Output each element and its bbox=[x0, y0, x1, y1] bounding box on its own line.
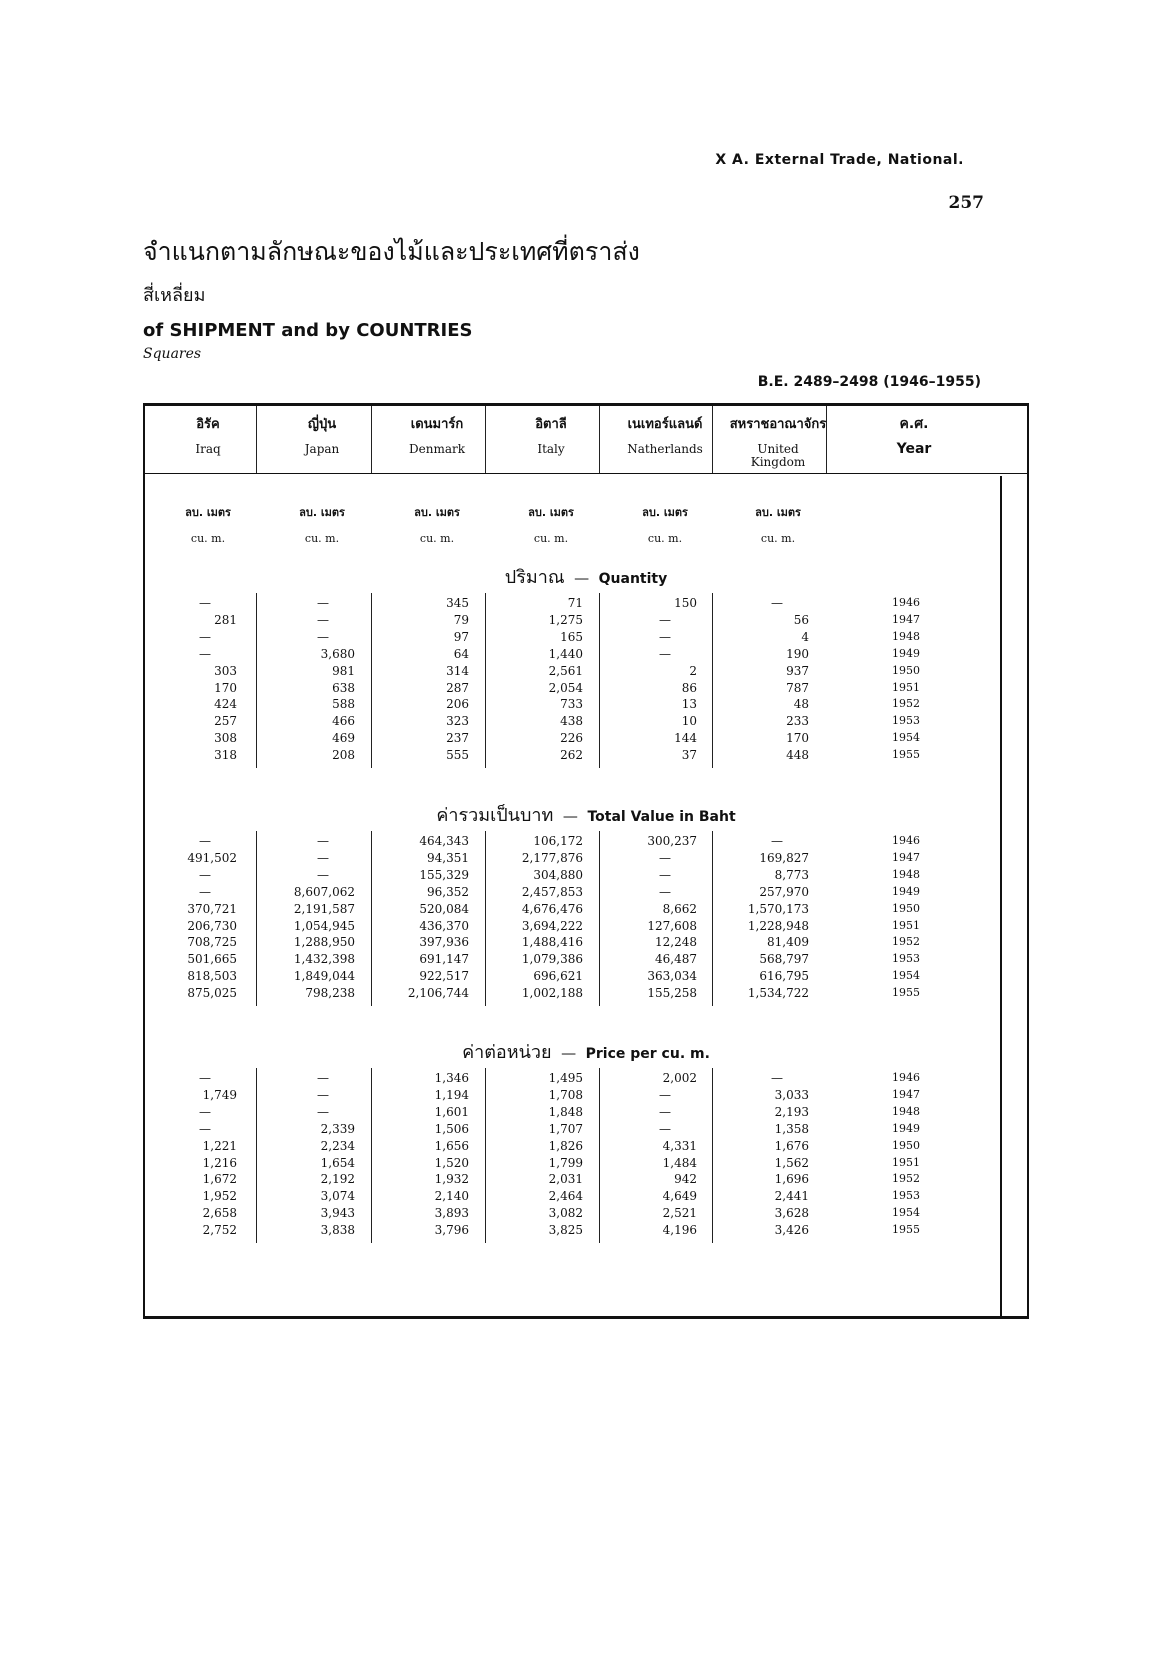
value-cell: — bbox=[659, 1087, 671, 1102]
value-cell: 397,936 bbox=[419, 935, 469, 950]
year-cell: 1950 bbox=[892, 901, 920, 915]
value-cell: 3,426 bbox=[774, 1223, 809, 1238]
value-cell: — bbox=[199, 867, 211, 882]
table-row bbox=[143, 1122, 1029, 1139]
table-row bbox=[143, 834, 1029, 851]
value-cell: 8,607,062 bbox=[293, 884, 355, 899]
value-cell: 1,228,948 bbox=[747, 918, 809, 933]
year-cell: 1951 bbox=[892, 1155, 920, 1169]
section-title-thai: ค่าต่อหน่วย bbox=[462, 1042, 552, 1063]
value-cell: 345 bbox=[446, 596, 469, 610]
year-cell: 1949 bbox=[892, 884, 920, 898]
value-cell: — bbox=[199, 629, 211, 644]
value-cell: 1,654 bbox=[320, 1155, 355, 1170]
table-row bbox=[143, 902, 1029, 919]
value-cell: 1,570,173 bbox=[747, 901, 809, 916]
section-title-dash: — bbox=[551, 1044, 586, 1062]
value-cell: 2,140 bbox=[434, 1189, 469, 1204]
value-cell: — bbox=[659, 884, 671, 899]
value-cell: 10 bbox=[681, 714, 697, 729]
value-cell: 3,796 bbox=[434, 1223, 469, 1238]
table-row bbox=[143, 1105, 1029, 1122]
value-cell: 190 bbox=[786, 646, 809, 661]
section-title-english: Total Value in Baht bbox=[587, 809, 736, 825]
year-cell: 1955 bbox=[892, 986, 920, 1000]
value-cell: 287 bbox=[446, 680, 469, 695]
value-cell: 1,601 bbox=[434, 1104, 469, 1119]
value-cell: 12,248 bbox=[655, 935, 697, 950]
value-cell: 127,608 bbox=[647, 918, 697, 933]
value-cell: 46,487 bbox=[655, 952, 697, 967]
value-cell: 1,440 bbox=[548, 646, 583, 661]
page-number: 257 bbox=[948, 193, 984, 213]
value-cell: 1,358 bbox=[774, 1121, 809, 1136]
column-header-thai: อิตาลี bbox=[535, 417, 567, 432]
column-header-thai: เนเทอร์แลนด์ bbox=[627, 417, 703, 432]
value-cell: 208 bbox=[332, 748, 355, 763]
value-cell: 150 bbox=[674, 596, 697, 610]
value-cell: — bbox=[659, 1104, 671, 1119]
year-cell: 1947 bbox=[892, 850, 920, 864]
year-cell: 1955 bbox=[892, 748, 920, 762]
column-header-thai: ค.ศ. bbox=[899, 416, 929, 432]
value-cell: — bbox=[199, 1121, 211, 1136]
table-row bbox=[143, 697, 1029, 714]
value-cell: 303 bbox=[214, 663, 237, 678]
value-cell: 304,880 bbox=[533, 867, 583, 882]
year-cell: 1948 bbox=[892, 1104, 920, 1118]
year-cell: 1954 bbox=[892, 1206, 920, 1220]
value-cell: 501,665 bbox=[187, 952, 237, 967]
value-cell: 2,561 bbox=[548, 663, 583, 678]
value-cell: 981 bbox=[332, 663, 355, 678]
value-cell: 37 bbox=[681, 748, 697, 763]
value-cell: 1,696 bbox=[774, 1172, 809, 1187]
value-cell: 2,521 bbox=[662, 1206, 697, 1221]
value-cell: 308 bbox=[214, 731, 237, 746]
unit-label-english: cu. m. bbox=[190, 532, 226, 545]
table-row bbox=[143, 596, 1029, 613]
value-cell: 2,031 bbox=[548, 1172, 583, 1187]
table-row bbox=[143, 969, 1029, 986]
value-cell: 144 bbox=[674, 731, 697, 746]
value-cell: 8,662 bbox=[662, 901, 697, 916]
value-cell: — bbox=[317, 596, 329, 610]
table-row bbox=[143, 748, 1029, 765]
table-row bbox=[143, 1139, 1029, 1156]
year-cell: 1953 bbox=[892, 1189, 920, 1203]
value-cell: 2,658 bbox=[202, 1206, 237, 1221]
value-cell: 3,893 bbox=[434, 1206, 469, 1221]
value-cell: 818,503 bbox=[187, 969, 237, 984]
unit-label-english: cu. m. bbox=[304, 532, 340, 545]
value-cell: — bbox=[199, 884, 211, 899]
table-row bbox=[143, 1223, 1029, 1240]
header-divider bbox=[143, 473, 1029, 474]
value-cell: — bbox=[659, 850, 671, 865]
value-cell: 3,628 bbox=[774, 1206, 809, 1221]
value-cell: 1,749 bbox=[202, 1087, 237, 1102]
value-cell: — bbox=[317, 867, 329, 882]
value-cell: 370,721 bbox=[187, 901, 237, 916]
year-cell: 1950 bbox=[892, 1138, 920, 1152]
value-cell: 3,694,222 bbox=[521, 918, 583, 933]
section-title-thai: ปริมาณ bbox=[504, 567, 565, 588]
table-row bbox=[143, 1088, 1029, 1105]
value-cell: — bbox=[317, 612, 329, 627]
year-cell: 1954 bbox=[892, 969, 920, 983]
year-cell: 1947 bbox=[892, 612, 920, 626]
value-cell: 1,194 bbox=[434, 1087, 469, 1102]
value-cell: — bbox=[317, 629, 329, 644]
value-cell: 2,339 bbox=[320, 1121, 355, 1136]
value-cell: 466 bbox=[332, 714, 355, 729]
value-cell: 1,799 bbox=[548, 1155, 583, 1170]
value-cell: 2 bbox=[689, 663, 697, 678]
unit-label-thai: ลบ. เมตร bbox=[414, 506, 460, 519]
value-cell: 1,079,386 bbox=[521, 952, 583, 967]
column-header-english: Italy bbox=[537, 442, 565, 456]
value-cell: 942 bbox=[674, 1172, 697, 1187]
column-header-english: Denmark bbox=[409, 442, 465, 456]
year-cell: 1953 bbox=[892, 714, 920, 728]
value-cell: 4 bbox=[801, 629, 809, 644]
value-cell: — bbox=[659, 612, 671, 627]
table-row bbox=[143, 1189, 1029, 1206]
unit-label-english: cu. m. bbox=[760, 532, 796, 545]
year-cell: 1949 bbox=[892, 646, 920, 660]
value-cell: 464,343 bbox=[419, 834, 469, 848]
column-header-english: Year bbox=[896, 441, 932, 457]
value-cell: 436,370 bbox=[419, 918, 469, 933]
table-row bbox=[143, 919, 1029, 936]
value-cell: 1,952 bbox=[202, 1189, 237, 1204]
value-cell: 2,191,587 bbox=[293, 901, 355, 916]
table-row bbox=[143, 630, 1029, 647]
value-cell: 1,708 bbox=[548, 1087, 583, 1102]
column-header-english: Iraq bbox=[195, 442, 221, 456]
year-cell: 1954 bbox=[892, 731, 920, 745]
value-cell: 3,943 bbox=[320, 1206, 355, 1221]
value-cell: 3,680 bbox=[320, 646, 355, 661]
value-cell: 520,084 bbox=[419, 901, 469, 916]
value-cell: — bbox=[317, 1104, 329, 1119]
value-cell: 71 bbox=[567, 596, 583, 610]
year-cell: 1953 bbox=[892, 952, 920, 966]
value-cell: 3,082 bbox=[548, 1206, 583, 1221]
value-cell: 262 bbox=[560, 748, 583, 763]
value-cell: 96,352 bbox=[427, 884, 469, 899]
value-cell: 1,826 bbox=[548, 1138, 583, 1153]
unit-label-thai: ลบ. เมตร bbox=[299, 506, 345, 519]
unit-label-thai: ลบ. เมตร bbox=[185, 506, 231, 519]
value-cell: 56 bbox=[793, 612, 809, 627]
value-cell: — bbox=[659, 867, 671, 882]
value-cell: 97 bbox=[453, 629, 469, 644]
value-cell: 1,288,950 bbox=[293, 935, 355, 950]
value-cell: 2,464 bbox=[548, 1189, 583, 1204]
value-cell: 64 bbox=[453, 646, 469, 661]
value-cell: 1,484 bbox=[662, 1155, 697, 1170]
section-title-english: Quantity bbox=[598, 571, 668, 587]
value-cell: 2,193 bbox=[774, 1104, 809, 1119]
value-cell: 1,562 bbox=[774, 1155, 809, 1170]
value-cell: 1,849,044 bbox=[293, 969, 355, 984]
year-cell: 1949 bbox=[892, 1121, 920, 1135]
value-cell: 448 bbox=[786, 748, 809, 763]
value-cell: 4,676,476 bbox=[521, 901, 583, 916]
value-cell: 314 bbox=[446, 663, 469, 678]
value-cell: 2,177,876 bbox=[521, 850, 583, 865]
value-cell: 1,002,188 bbox=[521, 986, 583, 1001]
value-cell: — bbox=[317, 834, 329, 848]
value-cell: 2,441 bbox=[774, 1189, 809, 1204]
value-cell: 1,495 bbox=[548, 1071, 583, 1085]
column-header-thai: อิรัค bbox=[196, 417, 220, 432]
value-cell: — bbox=[199, 596, 211, 610]
value-cell: 438 bbox=[560, 714, 583, 729]
year-cell: 1955 bbox=[892, 1223, 920, 1237]
value-cell: 1,488,416 bbox=[521, 935, 583, 950]
value-cell: 48 bbox=[793, 697, 809, 712]
value-cell: 170 bbox=[214, 680, 237, 695]
value-cell: 257 bbox=[214, 714, 237, 729]
value-cell: 2,234 bbox=[320, 1138, 355, 1153]
value-cell: 233 bbox=[786, 714, 809, 729]
value-cell: 469 bbox=[332, 731, 355, 746]
table-row bbox=[143, 986, 1029, 1003]
value-cell: 363,034 bbox=[647, 969, 697, 984]
year-cell: 1952 bbox=[892, 1172, 920, 1186]
value-cell: 798,238 bbox=[305, 986, 355, 1001]
column-header-english: United Kingdom bbox=[750, 442, 806, 469]
value-cell: 1,672 bbox=[202, 1172, 237, 1187]
value-cell: 2,054 bbox=[548, 680, 583, 695]
value-cell: 3,838 bbox=[320, 1223, 355, 1238]
value-cell: — bbox=[317, 1071, 329, 1085]
value-cell: 226 bbox=[560, 731, 583, 746]
value-cell: — bbox=[659, 629, 671, 644]
table-row bbox=[143, 1071, 1029, 1088]
value-cell: 588 bbox=[332, 697, 355, 712]
value-cell: 2,002 bbox=[662, 1071, 697, 1085]
table-row bbox=[143, 681, 1029, 698]
table-row bbox=[143, 935, 1029, 952]
value-cell: 491,502 bbox=[187, 850, 237, 865]
year-cell: 1948 bbox=[892, 867, 920, 881]
unit-label-english: cu. m. bbox=[533, 532, 569, 545]
section-title bbox=[143, 562, 1029, 591]
value-cell: 616,795 bbox=[759, 969, 809, 984]
table-row bbox=[143, 952, 1029, 969]
value-cell: 696,621 bbox=[533, 969, 583, 984]
thai-subtitle: สี่เหลี่ยม bbox=[143, 285, 206, 306]
value-cell: 937 bbox=[786, 663, 809, 678]
year-cell: 1947 bbox=[892, 1087, 920, 1101]
value-cell: 237 bbox=[446, 731, 469, 746]
section-title bbox=[143, 1037, 1029, 1066]
value-cell: — bbox=[199, 646, 211, 661]
table-row bbox=[143, 868, 1029, 885]
year-cell: 1946 bbox=[892, 834, 920, 847]
value-cell: 1,932 bbox=[434, 1172, 469, 1187]
value-cell: 165 bbox=[560, 629, 583, 644]
value-cell: — bbox=[317, 1087, 329, 1102]
table-row bbox=[143, 613, 1029, 630]
value-cell: 638 bbox=[332, 680, 355, 695]
value-cell: 318 bbox=[214, 748, 237, 763]
table-row bbox=[143, 1156, 1029, 1173]
table-row bbox=[143, 714, 1029, 731]
value-cell: 555 bbox=[446, 748, 469, 763]
value-cell: 1,520 bbox=[434, 1155, 469, 1170]
value-cell: 206 bbox=[446, 697, 469, 712]
value-cell: 2,752 bbox=[202, 1223, 237, 1238]
value-cell: 922,517 bbox=[419, 969, 469, 984]
column-header-english: Japan bbox=[304, 442, 340, 456]
value-cell: 424 bbox=[214, 697, 237, 712]
value-cell: 94,351 bbox=[427, 850, 469, 865]
value-cell: 1,216 bbox=[202, 1155, 237, 1170]
table-row bbox=[143, 885, 1029, 902]
value-cell: 1,676 bbox=[774, 1138, 809, 1153]
table-row bbox=[143, 851, 1029, 868]
value-cell: 300,237 bbox=[647, 834, 697, 848]
value-cell: — bbox=[199, 834, 211, 848]
unit-label-english: cu. m. bbox=[647, 532, 683, 545]
thai-title: จำแนกตามลักษณะของไม้และประเทศที่ตราส่ง bbox=[143, 237, 640, 266]
table-row bbox=[143, 1172, 1029, 1189]
value-cell: — bbox=[771, 1071, 783, 1085]
year-cell: 1951 bbox=[892, 680, 920, 694]
year-cell: 1946 bbox=[892, 1071, 920, 1084]
value-cell: 13 bbox=[681, 697, 697, 712]
value-cell: 691,147 bbox=[419, 952, 469, 967]
value-cell: 708,725 bbox=[187, 935, 237, 950]
period-label: B.E. 2489–2498 (1946–1955) bbox=[757, 374, 981, 390]
year-cell: 1950 bbox=[892, 663, 920, 677]
value-cell: — bbox=[659, 646, 671, 661]
value-cell: 3,033 bbox=[774, 1087, 809, 1102]
value-cell: — bbox=[771, 834, 783, 848]
value-cell: 733 bbox=[560, 697, 583, 712]
value-cell: 206,730 bbox=[187, 918, 237, 933]
year-cell: 1948 bbox=[892, 629, 920, 643]
value-cell: 4,331 bbox=[662, 1138, 697, 1153]
table-row bbox=[143, 647, 1029, 664]
value-cell: 3,074 bbox=[320, 1189, 355, 1204]
value-cell: 1,656 bbox=[434, 1138, 469, 1153]
value-cell: 4,649 bbox=[662, 1189, 697, 1204]
value-cell: 106,172 bbox=[533, 834, 583, 848]
column-header-thai: ญี่ปุ่น bbox=[307, 417, 337, 432]
value-cell: — bbox=[317, 850, 329, 865]
value-cell: 4,196 bbox=[662, 1223, 697, 1238]
value-cell: 568,797 bbox=[759, 952, 809, 967]
unit-label-thai: ลบ. เมตร bbox=[642, 506, 688, 519]
value-cell: 79 bbox=[453, 612, 469, 627]
value-cell: 1,848 bbox=[548, 1104, 583, 1119]
value-cell: — bbox=[659, 1121, 671, 1136]
value-cell: 1,054,945 bbox=[293, 918, 355, 933]
value-cell: 281 bbox=[214, 612, 237, 627]
section-title-english: Price per cu. m. bbox=[585, 1046, 710, 1062]
value-cell: 1,346 bbox=[434, 1071, 469, 1085]
value-cell: 169,827 bbox=[759, 850, 809, 865]
value-cell: 1,707 bbox=[548, 1121, 583, 1136]
value-cell: 8,773 bbox=[774, 867, 809, 882]
table-row bbox=[143, 664, 1029, 681]
unit-label-thai: ลบ. เมตร bbox=[755, 506, 801, 519]
value-cell: — bbox=[771, 596, 783, 610]
column-header-english: Natherlands bbox=[627, 442, 703, 456]
value-cell: 155,329 bbox=[419, 867, 469, 882]
value-cell: 155,258 bbox=[647, 986, 697, 1001]
value-cell: 875,025 bbox=[187, 986, 237, 1001]
column-header-thai: สหราชอาณาจักร bbox=[729, 417, 827, 432]
english-title: of SHIPMENT and by COUNTRIES bbox=[143, 320, 473, 341]
column-header-thai: เดนมาร์ก bbox=[410, 417, 464, 432]
unit-label-thai: ลบ. เมตร bbox=[528, 506, 574, 519]
section-title bbox=[143, 800, 1029, 829]
section-title-dash: — bbox=[564, 569, 599, 587]
unit-label-english: cu. m. bbox=[419, 532, 455, 545]
value-cell: 323 bbox=[446, 714, 469, 729]
year-cell: 1946 bbox=[892, 596, 920, 609]
value-cell: 1,432,398 bbox=[293, 952, 355, 967]
year-cell: 1952 bbox=[892, 697, 920, 711]
value-cell: 787 bbox=[786, 680, 809, 695]
year-cell: 1952 bbox=[892, 935, 920, 949]
year-cell: 1951 bbox=[892, 918, 920, 932]
value-cell: 1,275 bbox=[548, 612, 583, 627]
value-cell: 3,825 bbox=[548, 1223, 583, 1238]
section-header: X A. External Trade, National. bbox=[715, 152, 964, 168]
value-cell: 170 bbox=[786, 731, 809, 746]
value-cell: — bbox=[199, 1104, 211, 1119]
value-cell: 81,409 bbox=[767, 935, 809, 950]
table-row bbox=[143, 731, 1029, 748]
value-cell: 2,192 bbox=[320, 1172, 355, 1187]
value-cell: 1,506 bbox=[434, 1121, 469, 1136]
section-title-dash: — bbox=[553, 807, 588, 825]
section-title-thai: ค่ารวมเป็นบาท bbox=[436, 805, 554, 826]
value-cell: 1,534,722 bbox=[747, 986, 809, 1001]
value-cell: 86 bbox=[681, 680, 697, 695]
table-row bbox=[143, 1206, 1029, 1223]
english-subtitle: Squares bbox=[143, 346, 202, 362]
value-cell: — bbox=[199, 1071, 211, 1085]
value-cell: 2,457,853 bbox=[521, 884, 583, 899]
value-cell: 2,106,744 bbox=[407, 986, 469, 1001]
value-cell: 1,221 bbox=[202, 1138, 237, 1153]
value-cell: 257,970 bbox=[759, 884, 809, 899]
